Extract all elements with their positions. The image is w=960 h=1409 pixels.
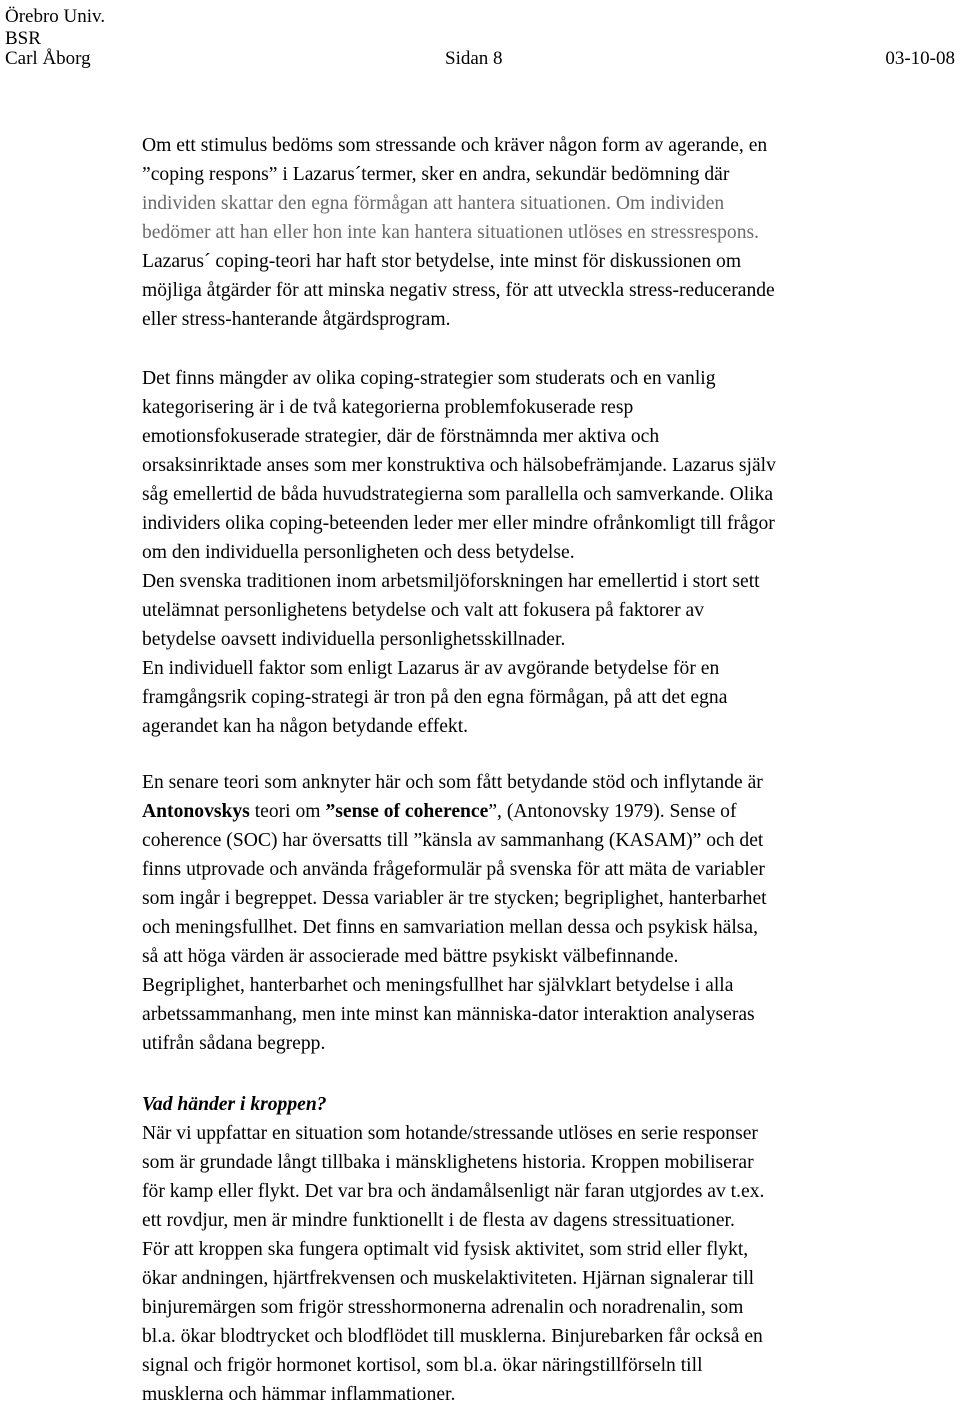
text-line: agerandet kan ha någon betydande effekt. [142,716,469,737]
paragraph-body-response [142,1119,960,1409]
text-line: eller stress-hanterande åtgärdsprogram. [142,309,451,330]
text-line: För att kroppen ska fungera optimalt vid fysisk aktivitet, som strid eller flykt, [142,1239,749,1260]
text-line: för kamp eller flykt. Det var bra och ändamålsenligt när faran utgjordes av t.ex. [142,1181,765,1202]
text-line: ”coping respons” i Lazarus´termer, sker en andra, sekundär bedömning där [142,164,730,185]
text-line: individers olika coping-beteenden leder mer eller mindre ofrånkomligt till frågor [142,513,775,534]
text-line: utifrån sådana begrepp. [142,1033,326,1054]
text-line: så att höga värden är associerade med bättre psykiskt välbefinnande. [142,946,679,967]
text-line: ett rovdjur, men är mindre funktionellt i de flesta av dagens stressituationer. [142,1210,735,1231]
text-line: En individuell faktor som enligt Lazarus är av avgörande betydelse för en [142,658,720,679]
header-department: BSR [5,28,41,49]
text-line: betydelse oavsett individuella personlighetsskillnader. [142,629,566,650]
paragraph-sense-of-coherence [142,768,960,1058]
text-line: signal och frigör hormonet kortisol, som bl.a. ökar näringstillförseln till [142,1355,703,1376]
text-line: När vi uppfattar en situation som hotande/stressande utlöses en serie responser [142,1123,758,1144]
text-line: som ingår i begreppet. Dessa variabler är tre stycken; begriplighet, hanterbarhet [142,888,767,909]
text-line: coherence (SOC) har översatts till ”känsla av sammanhang (KASAM)” och det [142,830,764,851]
text-line: musklerna och hämmar inflammationer. [142,1384,456,1405]
text-line: och meningsfullhet. Det finns en samvariation mellan dessa och psykisk hälsa, [142,917,758,938]
bold-sense-of-coherence: ”sense of coherence [325,801,489,822]
text-line: Om ett stimulus bedöms som stressande och kräver någon form av agerande, en [142,135,768,156]
text-line: kategorisering är i de två kategorierna problemfokuserade resp [142,397,634,418]
text-line: Det finns mängder av olika coping-strategier som studerats och en vanlig [142,368,716,389]
paragraph-coping-strategies [142,364,960,741]
header-institution: Örebro Univ. [5,6,106,27]
text-line: En senare teori som anknyter här och som fått betydande stöd och inflytande är [142,772,763,793]
text-line: individen skattar den egna förmågan att hantera situationen. Om individen [142,193,725,214]
text-line: ökar andningen, hjärtfrekvensen och muskelaktiviteten. Hjärnan signalerar till [142,1268,755,1289]
header-page-number: Sidan 8 [445,48,503,69]
text-line: som är grundade långt tillbaka i mänsklighetens historia. Kroppen mobiliserar [142,1152,754,1173]
text-line: utelämnat personlighetens betydelse och valt att fokusera på faktorer av [142,600,705,621]
text-line [142,797,960,826]
text-line: binjuremärgen som frigör stresshormonerna adrenalin och noradrenalin, som [142,1297,744,1318]
text-line: Lazarus´ coping-teori har haft stor betydelse, inte minst för diskussionen om [142,251,742,272]
header-author: Carl Åborg [5,48,91,69]
text-fragment: ”, (Antonovsky 1979). Sense of [488,801,737,822]
bold-antonovskys: Antonovskys [142,801,250,822]
paragraph-coping-response [142,131,960,334]
text-line: bedömer att han eller hon inte kan hantera situationen utlöses en stressrespons. [142,222,760,243]
text-line: arbetssammanhang, men inte minst kan människa-dator interaktion analyseras [142,1004,755,1025]
text-line: Begriplighet, hanterbarhet och meningsfullhet har självklart betydelse i alla [142,975,734,996]
header-date: 03-10-08 [885,48,955,69]
section-heading-body: Vad händer i kroppen? [142,1094,327,1115]
text-line: finns utprovade och använda frågeformulär på svenska för att mäta de variabler [142,859,765,880]
text-line: framgångsrik coping-strategi är tron på den egna förmågan, på att det egna [142,687,728,708]
header-row [5,48,955,70]
text-line: emotionsfokuserade strategier, där de förstnämnda mer aktiva och [142,426,660,447]
text-line: om den individuella personligheten och dess betydelse. [142,542,575,563]
text-line: bl.a. ökar blodtrycket och blodflödet till musklerna. Binjurebarken får också en [142,1326,763,1347]
text-line: orsaksinriktade anses som mer konstruktiva och hälsobefrämjande. Lazarus själv [142,455,776,476]
text-fragment: teori om [249,801,326,822]
text-line: möjliga åtgärder för att minska negativ stress, för att utveckla stress-reducerande [142,280,775,301]
text-line: såg emellertid de båda huvudstrategierna som parallella och samverkande. Olika [142,484,774,505]
text-line: Den svenska traditionen inom arbetsmiljöforskningen har emellertid i stort sett [142,571,760,592]
